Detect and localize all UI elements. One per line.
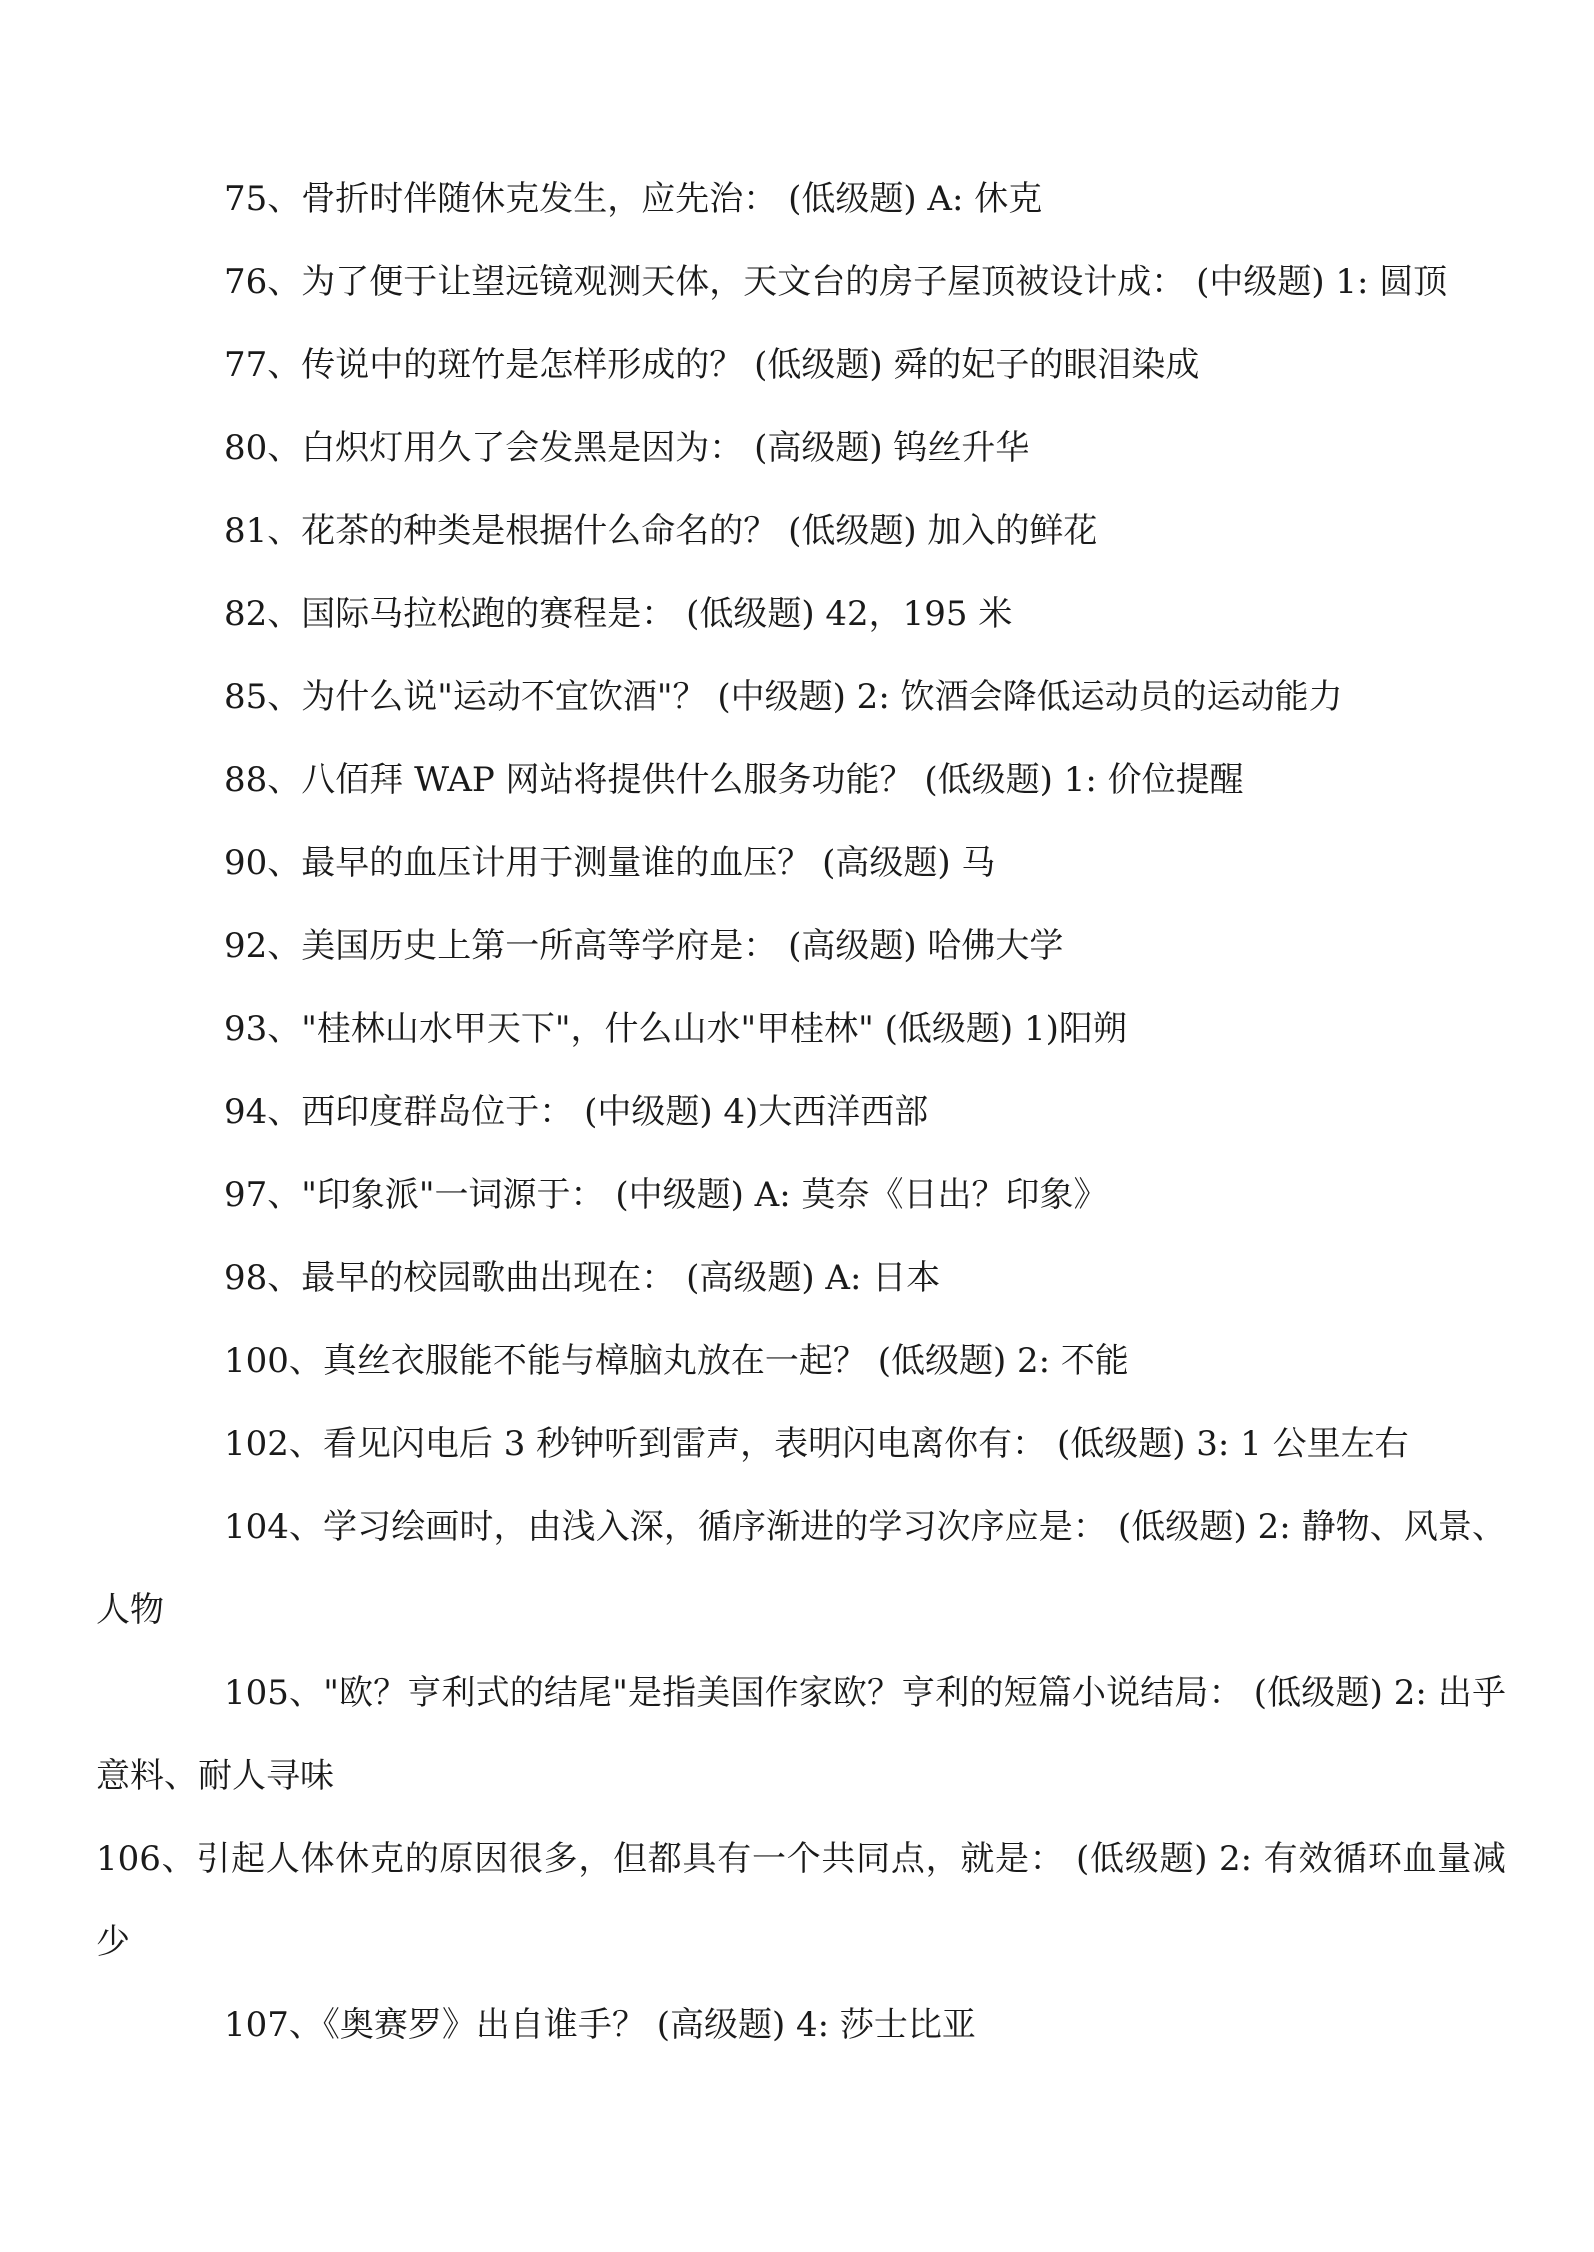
question-105: 105、"欧？亨利式的结尾"是指美国作家欧？亨利的短篇小说结局： (低级题) 2: 出乎意料、耐人寻味	[96, 1673, 1506, 1796]
question-75: 75、骨折时伴随休克发生，应先治： (低级题) A: 休克	[224, 179, 1043, 219]
question-81: 81、花茶的种类是根据什么命名的？ (低级题) 加入的鲜花	[224, 511, 1098, 551]
question-77: 77、传说中的斑竹是怎样形成的？ (低级题) 舜的妃子的眼泪染成	[224, 345, 1200, 385]
question-98: 98、最早的校园歌曲出现在： (高级题) A: 日本	[224, 1258, 941, 1298]
question-80: 80、白炽灯用久了会发黑是因为： (高级题) 钨丝升华	[224, 428, 1030, 468]
question-107: 107、《奥赛罗》出自谁手？ (高级题) 4: 莎士比亚	[224, 2005, 976, 2045]
question-102: 102、看见闪电后 3 秒钟听到雷声，表明闪电离你有： (低级题) 3: 1 公里左右	[224, 1424, 1409, 1464]
question-90: 90、最早的血压计用于测量谁的血压？ (高级题) 马	[224, 843, 996, 883]
question-94: 94、西印度群岛位于： (中级题) 4)大西洋西部	[224, 1092, 929, 1132]
question-92: 92、美国历史上第一所高等学府是： (高级题) 哈佛大学	[224, 926, 1064, 966]
question-82: 82、国际马拉松跑的赛程是： (低级题) 42，195 米	[224, 594, 1013, 634]
question-104: 104、学习绘画时，由浅入深，循序渐进的学习次序应是： (低级题) 2: 静物、风景、人物	[96, 1507, 1506, 1630]
question-93: 93、"桂林山水甲天下"，什么山水"甲桂林" (低级题) 1)阳朔	[224, 1009, 1127, 1049]
question-106: 106、引起人体休克的原因很多，但都具有一个共同点，就是： (低级题) 2: 有效循环血量减少	[96, 1839, 1506, 1962]
question-88: 88、八佰拜 WAP 网站将提供什么服务功能？ (低级题) 1: 价位提醒	[224, 760, 1244, 800]
document-body	[96, 158, 1506, 2067]
question-76: 76、为了便于让望远镜观测天体，天文台的房子屋顶被设计成： (中级题) 1: 圆顶	[224, 262, 1448, 302]
question-100: 100、真丝衣服能不能与樟脑丸放在一起？ (低级题) 2: 不能	[224, 1341, 1129, 1381]
question-85: 85、为什么说"运动不宜饮酒"？ (中级题) 2: 饮酒会降低运动员的运动能力	[224, 677, 1343, 717]
question-97: 97、"印象派"一词源于： (中级题) A: 莫奈《日出？印象》	[224, 1175, 1108, 1215]
